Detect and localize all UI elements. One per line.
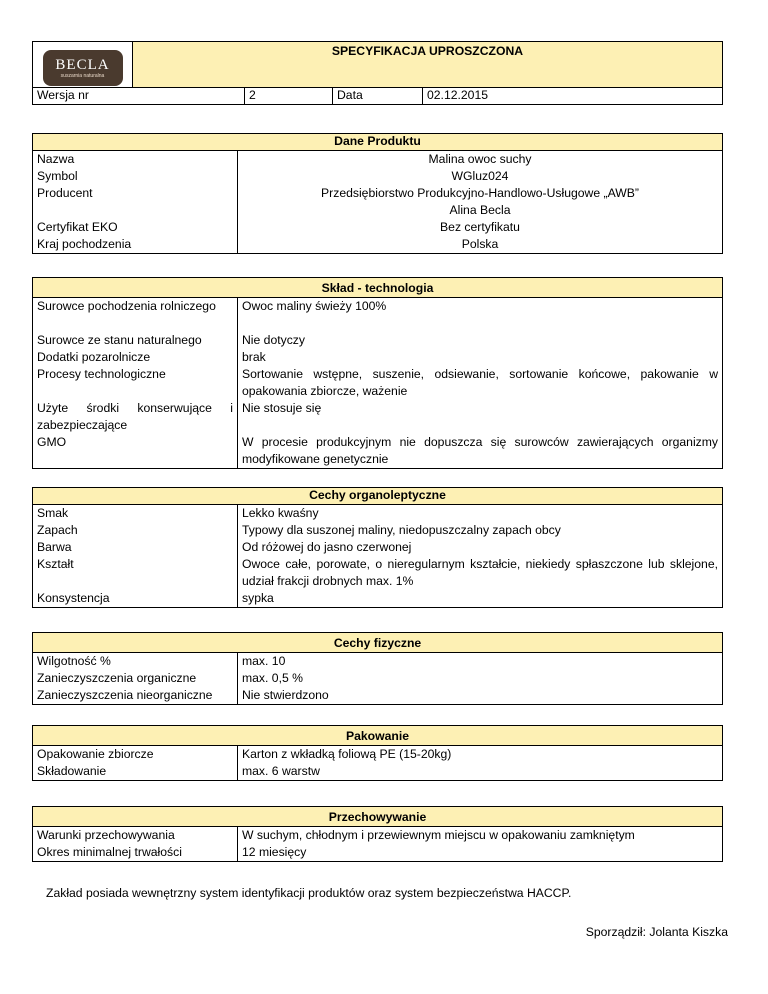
organoleptic-value: Lekko kwaśny	[242, 505, 319, 520]
physical-label: Zanieczyszczenia organiczne	[37, 670, 197, 685]
product-section-title: Dane Produktu	[33, 134, 723, 151]
physical-value: max. 10	[242, 653, 286, 668]
eko-label: Certyfikat EKO	[37, 219, 118, 234]
logo-text: BECLA	[55, 56, 110, 73]
composition-section-title: Skład - technologia	[33, 278, 723, 298]
composition-label: Procesy technologiczne	[37, 366, 166, 381]
composition-value: brak	[242, 349, 266, 364]
packaging-value: max. 6 warstw	[242, 763, 320, 778]
composition-label: GMO	[37, 434, 67, 449]
physical-labels	[33, 652, 238, 704]
organoleptic-label: Zapach	[37, 522, 78, 537]
packaging-label: Składowanie	[37, 763, 107, 778]
storage-table	[32, 806, 723, 862]
document-title-text: SPECYFIKACJA UPROSZCZONA	[331, 44, 524, 58]
storage-values	[238, 826, 723, 861]
product-values	[238, 150, 723, 253]
producer-value-1: Przedsiębiorstwo Produkcyjno-Handlowo-Usługowe „AWB”	[321, 185, 639, 200]
origin-value: Polska	[461, 236, 499, 251]
organoleptic-section-title: Cechy organoleptyczne	[33, 488, 723, 505]
logo-subtext: suszarnia naturalna	[60, 72, 105, 79]
composition-value: Nie stosuje się	[242, 400, 322, 415]
organoleptic-label: Smak	[37, 505, 69, 520]
date-value: 02.12.2015	[423, 88, 723, 105]
version-value: 2	[245, 88, 333, 105]
composition-value: Nie dotyczy	[242, 332, 305, 347]
symbol-label: Symbol	[37, 168, 78, 183]
composition-table	[32, 277, 723, 469]
organoleptic-label: Barwa	[37, 539, 72, 554]
composition-value: Owoc maliny świeży 100%	[242, 298, 387, 313]
organoleptic-label: Konsystencja	[37, 590, 110, 605]
symbol-value: WGluz024	[451, 168, 509, 183]
storage-labels	[33, 826, 238, 861]
date-label: Data	[333, 88, 423, 105]
composition-label: Surowce ze stanu naturalnego	[37, 332, 202, 347]
haccp-note: Zakład posiada wewnętrzny system identyfikacji produktów oraz system bezpieczeństwa HACCP.	[46, 886, 572, 900]
product-labels	[33, 150, 238, 253]
product-table	[32, 133, 723, 254]
composition-values	[238, 297, 723, 468]
storage-value: W suchym, chłodnym i przewiewnym miejscu w opakowaniu zamkniętym	[242, 827, 635, 842]
packaging-labels	[33, 745, 238, 780]
physical-table	[32, 632, 723, 705]
packaging-section-title: Pakowanie	[33, 726, 723, 746]
organoleptic-labels	[33, 504, 238, 607]
organoleptic-label: Kształt	[37, 556, 74, 571]
physical-section-title: Cechy fizyczne	[33, 633, 723, 653]
producer-value-2: Alina Becla	[449, 202, 511, 217]
organoleptic-value: Od różowej do jasno czerwonej	[242, 539, 412, 554]
composition-labels	[33, 297, 238, 468]
packaging-values	[238, 745, 723, 780]
physical-label: Wilgotność %	[37, 653, 111, 668]
composition-value: W procesie produkcyjnym nie dopuszcza się surowców zawierających organizmy modyfikowane genetycznie	[242, 434, 718, 466]
composition-value: Sortowanie wstępne, suszenie, odsiewanie, sortowanie końcowe, pakowanie w opakowania zbiorcze, ważenie	[242, 366, 718, 398]
packaging-label: Opakowanie zbiorcze	[37, 746, 154, 761]
storage-section-title: Przechowywanie	[33, 807, 723, 827]
packaging-value: Karton z wkładką foliową PE (15-20kg)	[242, 746, 452, 761]
physical-value: max. 0,5 %	[242, 670, 303, 685]
packaging-table	[32, 725, 723, 781]
storage-label: Warunki przechowywania	[37, 827, 175, 842]
origin-label: Kraj pochodzenia	[37, 236, 132, 251]
physical-value: Nie stwierdzono	[242, 687, 329, 702]
version-label: Wersja nr	[33, 88, 245, 105]
composition-label: Surowce pochodzenia rolniczego	[37, 298, 216, 313]
name-label: Nazwa	[37, 151, 75, 166]
physical-label: Zanieczyszczenia nieorganiczne	[37, 687, 213, 702]
storage-value: 12 miesięcy	[242, 844, 307, 859]
organoleptic-value: Owoce całe, porowate, o nieregularnym kształcie, niekiedy spłaszczone lub sklejone, udział frakcji drobnych max. 1%	[242, 556, 718, 588]
composition-label: Dodatki pozarolnicze	[37, 349, 151, 364]
logo-cell	[33, 42, 133, 88]
organoleptic-value: sypka	[242, 590, 274, 605]
eko-value: Bez certyfikatu	[440, 219, 520, 234]
organoleptic-table	[32, 487, 723, 608]
storage-label: Okres minimalnej trwałości	[37, 844, 182, 859]
becla-logo	[43, 50, 123, 86]
physical-values	[238, 652, 723, 704]
composition-label: Użyte środki konserwujące i zabezpieczające	[37, 400, 233, 432]
name-value: Malina owoc suchy	[428, 151, 532, 166]
header-table	[32, 41, 723, 105]
signature-line: Sporządził: Jolanta Kiszka	[585, 925, 728, 939]
organoleptic-values	[238, 504, 723, 607]
document-title	[133, 42, 723, 88]
organoleptic-value: Typowy dla suszonej maliny, niedopuszczalny zapach obcy	[242, 522, 561, 537]
producer-label: Producent	[37, 185, 93, 200]
